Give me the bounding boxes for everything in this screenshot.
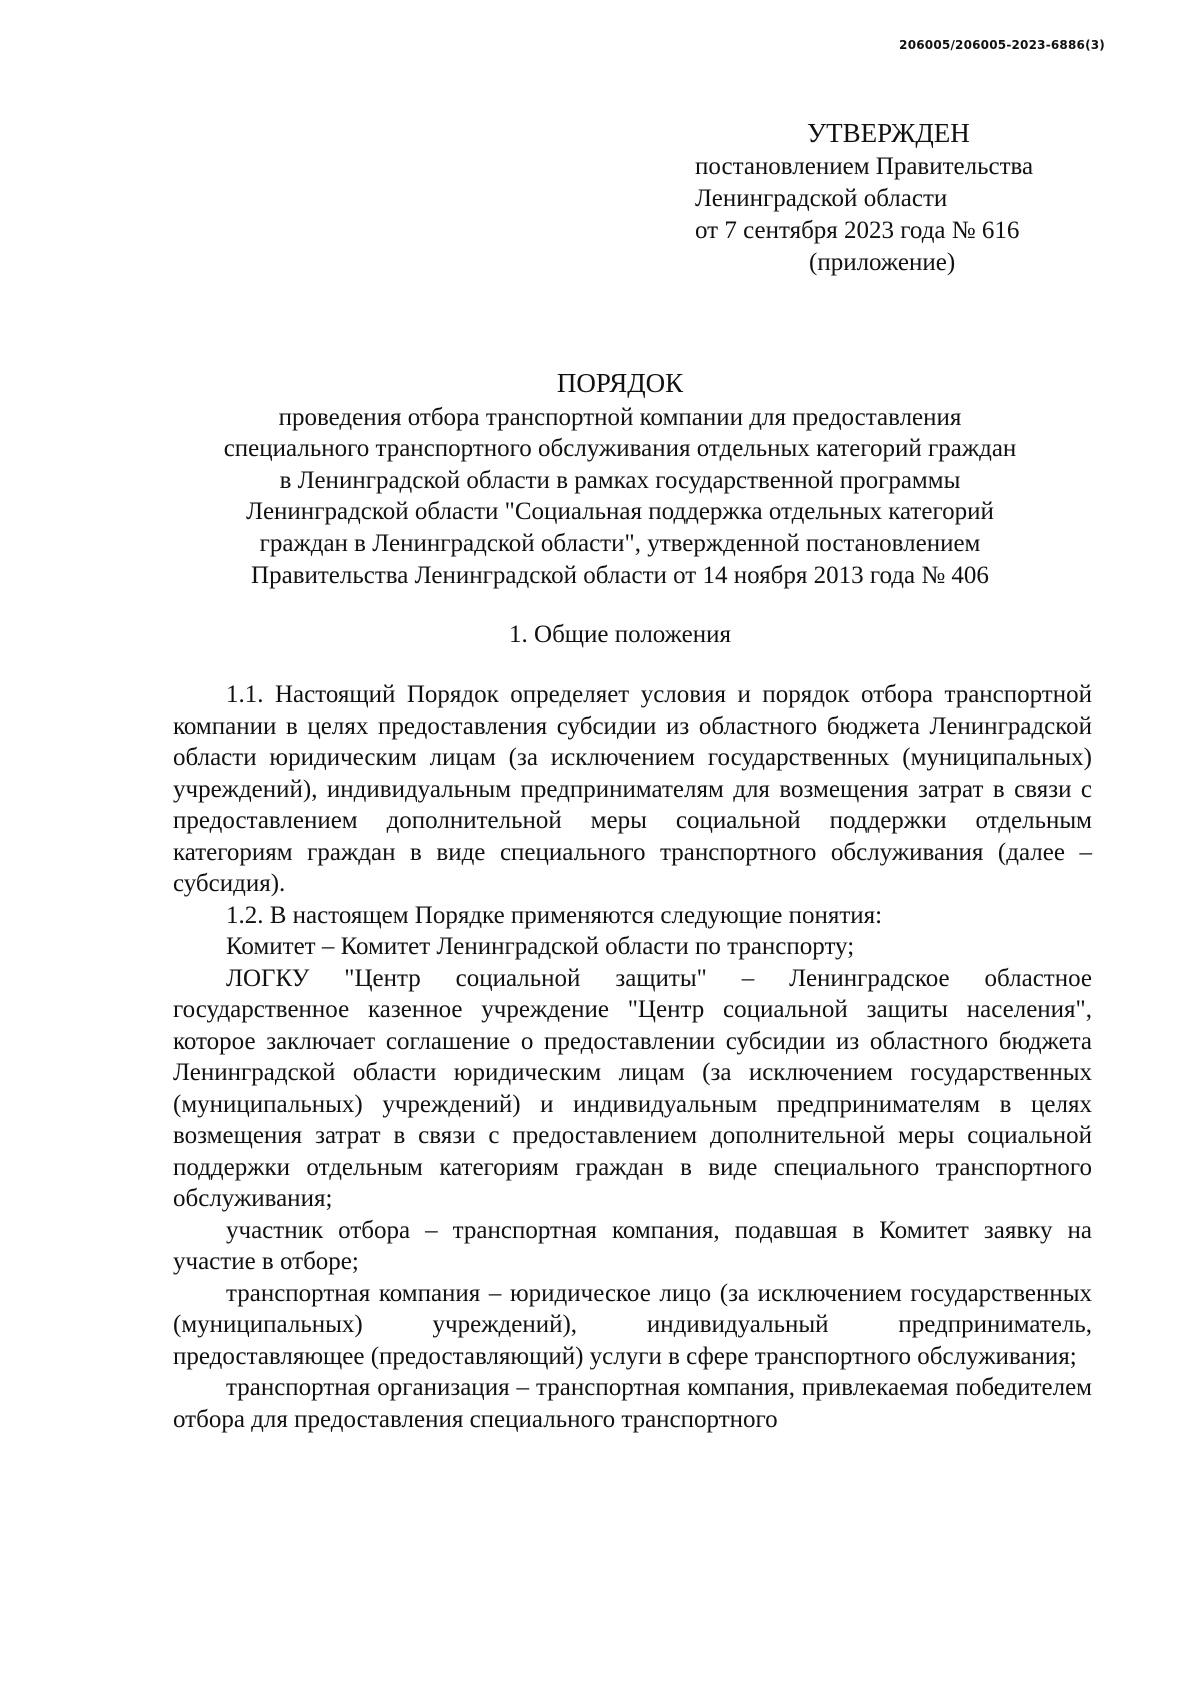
approval-heading: УТВЕРЖДЕН — [807, 118, 970, 148]
title-line: специального транспортного обслуживания отдельных категорий граждан — [223, 435, 1017, 463]
approval-line-2: Ленинградской области — [695, 185, 948, 212]
title-line: граждан в Ленинградской области", утвержденной постановлением — [259, 529, 981, 557]
approval-appendix: (приложение) — [809, 249, 956, 276]
paragraph-1-2: 1.2. В настоящем Порядке применяются следующие понятия: — [226, 901, 883, 929]
approval-line-3: от 7 сентября 2023 года № 616 — [695, 217, 1020, 244]
definition-transport-company: транспортная компания – юридическое лицо (за исключением государственных (муниципальных) учреждений), индивидуальный предприниматель, предоставляющее (предоставляющий) услуги в сфере транспортного обслуживания; — [173, 1279, 1092, 1370]
definition-committee: Комитет – Комитет Ленинградской области по транспорту; — [226, 933, 855, 960]
title-line: в Ленинградской области в рамках государственной программы — [279, 466, 961, 494]
approval-line-1: постановлением Правительства — [695, 153, 1034, 180]
document-body — [173, 679, 1092, 1435]
document-id: 206005/206005-2023-6886(3) — [899, 38, 1105, 52]
definition-logku: ЛОГКУ "Центр социальной защиты" – Ленинградское областное государственное казенное учреждение "Центр социальной защиты населения", которое заключает соглашение о предоставлении субсидии из областного бюджета Ленинградской области юридическим лицам (за исключением государственных (муниципальных) учреждений) и индивидуальным предпринимателям в целях возмещения затрат в связи с предоставлением дополнительной меры социальной поддержки отдельным категориям граждан в виде специального транспортного обслуживания; — [173, 964, 1092, 1212]
document-title — [140, 368, 1100, 591]
definition-participant: участник отбора – транспортная компания, подавшая в Комитет заявку на участие в отборе; — [173, 1216, 1092, 1275]
title-line: Правительства Ленинградской области от 14 ноября 2013 года № 406 — [251, 561, 989, 589]
paragraph-1-1: 1.1. Настоящий Порядок определяет условия и порядок отбора транспортной компании в целях предоставления субсидии из областного бюджета Ленинградской области юридическим лицам (за исключением государственных (муниципальных) учреждений), индивидуальным предпринимателям для возмещения затрат в связи с предоставлением дополнительной меры социальной поддержки отдельным категориям граждан в виде специального транспортного обслуживания (далее – субсидия). — [173, 681, 1092, 897]
approval-stamp — [695, 117, 1115, 279]
title-line: проведения отбора транспортной компании для предоставления — [278, 403, 962, 431]
definition-transport-organization: транспортная организация – транспортная компания, привлекаемая победителем отбора для предоставления специального транспортного — [173, 1374, 1092, 1433]
section-title: 1. Общие положения — [509, 621, 731, 648]
title-line: Ленинградской области "Социальная поддержка отдельных категорий — [246, 498, 994, 526]
title-heading: ПОРЯДОК — [556, 368, 684, 398]
